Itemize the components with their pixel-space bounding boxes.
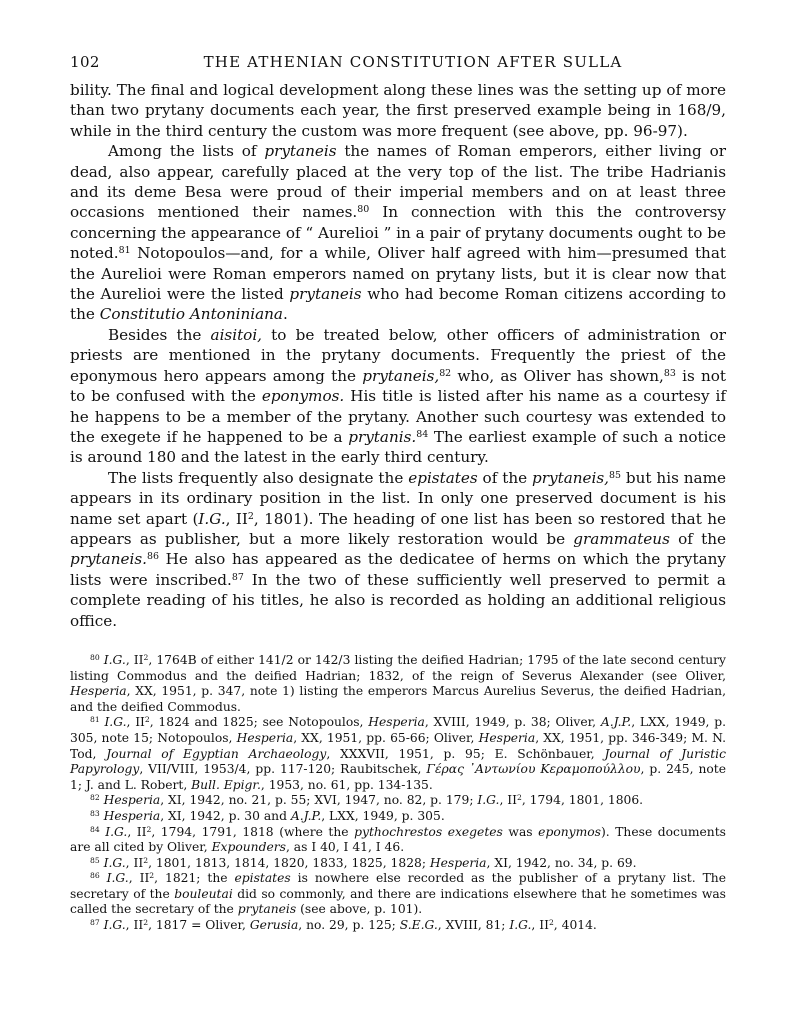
text-run: , LXX, 1949, p. 305.	[321, 808, 445, 823]
footnote	[70, 793, 726, 809]
running-header	[70, 50, 726, 74]
text-run: , p. 245, note 1; J. and L. Robert,	[70, 762, 726, 792]
text-run: of the	[669, 529, 726, 548]
superscript: 2	[146, 824, 152, 834]
running-title: THE ATHENIAN CONSTITUTION AFTER SULLA	[203, 53, 623, 71]
text-run: Notopoulos—and, for a while, Oliver half agreed with him—presumed that the Aurelioi were Roman emperors named on prytany lists, but it is clear now that the Aurelioi were the listed	[70, 244, 726, 304]
italic-text: prytanis.	[348, 427, 417, 446]
text-run: , II	[225, 509, 248, 528]
text-run: In connection with this the controversy concerning the appearance of “ Aurelioi ” in a pair of prytany documents ought to be noted.	[70, 203, 726, 263]
footnote	[70, 715, 726, 793]
text-run: to be treated below, other officers of administration or priests are mentioned in the prytany documents. Frequently the priest of the eponymous hero appears among the	[70, 325, 726, 385]
italic-text: prytaneis	[264, 142, 337, 161]
page-number: 102	[70, 53, 100, 71]
superscript: 87	[90, 917, 100, 927]
text-run: , 1817 = Oliver,	[148, 918, 250, 933]
text-run: , II	[531, 918, 549, 933]
italic-text: prytaneis.	[70, 550, 147, 569]
text-run: His title is listed after his name as a courtesy if he happens to be a member of the prytany. Another such courtesy was extended to the exegete if he happened to be a	[70, 387, 727, 446]
text-run	[100, 871, 107, 885]
italic-text: Hesperia	[103, 793, 161, 808]
italic-text: I.G.	[198, 509, 226, 528]
superscript: 81	[90, 715, 100, 725]
superscript: 83	[90, 808, 100, 818]
italic-text: Hesperia	[429, 855, 487, 870]
superscript: 2	[247, 510, 254, 522]
text-run: the names of Roman emperors, either living or dead, also appear, carefully placed at the very top of the list. The tribe Hadrianis and its deme Besa were proud of their imperial members and on at least three occasions mentioned their names.	[70, 142, 726, 222]
text-run: did so commonly, and there are indications elsewhere that he sometimes was called the secretary of the	[70, 886, 726, 917]
italic-text: Hesperia	[103, 808, 161, 823]
paragraph	[70, 141, 726, 325]
text-run: , XI, 1942, p. 30 and	[160, 808, 291, 823]
footnote	[70, 856, 726, 872]
text-run: , XI, 1942, no. 34, p. 69.	[486, 855, 637, 870]
superscript: 2	[143, 652, 149, 662]
superscript: 83	[663, 367, 676, 379]
text-run: of the	[477, 468, 533, 487]
superscript: 2	[548, 917, 554, 927]
text-run: , XVIII, 81;	[437, 918, 510, 933]
italic-text: eponymos.	[261, 387, 345, 406]
superscript: 85	[609, 469, 621, 481]
superscript: 82	[439, 367, 452, 379]
superscript: 2	[517, 793, 522, 803]
text-run: .	[282, 305, 288, 324]
text-run: , II	[499, 793, 517, 808]
italic-text: pythochrestos exegetes	[354, 824, 503, 839]
text-run: , XI, 1942, no. 21, p. 55; XVI, 1947, no. 82, p. 179;	[160, 793, 478, 808]
text-run: He also has appeared as the dedicatee of herms on which the prytany lists were inscribed.	[70, 550, 726, 589]
italic-text: Hesperia	[70, 684, 127, 699]
text-run: , XX, 1951, pp. 346-349; M. N. Tod,	[70, 730, 726, 761]
superscript: 84	[90, 824, 100, 834]
text-run: (see above, p. 101).	[296, 902, 423, 917]
text-run: ). These documents are all cited by Oliver,	[70, 824, 726, 855]
italic-text: epistates	[408, 468, 478, 487]
superscript: 2	[143, 917, 149, 927]
italic-text: Journal of Egyptian Archaeology	[106, 746, 327, 761]
italic-text: Γέρας ᾿Αντωνίου Κεραμοπούλλου	[426, 762, 641, 777]
text-run: was	[502, 824, 539, 839]
italic-text: grammateus	[573, 529, 670, 548]
superscript: 81	[118, 245, 131, 257]
text-run: , 4014.	[553, 918, 597, 933]
text-run: , 1821; the	[154, 871, 235, 886]
italic-text: Hesperia	[368, 715, 425, 730]
text-run: Among the lists of	[108, 142, 265, 161]
footnote	[70, 653, 726, 715]
italic-text: S.E.G.	[399, 918, 438, 933]
superscript: 2	[143, 855, 149, 865]
italic-text: A.J.P.	[290, 808, 322, 823]
footnotes	[70, 653, 726, 934]
text-run: , II	[128, 871, 150, 886]
italic-text: I.G.	[104, 715, 127, 730]
italic-text: I.G.	[509, 918, 532, 933]
italic-text: A.J.P.	[600, 715, 632, 730]
text-run: , LXX, 1949, p. 305, note 15; Notopoulos,	[70, 715, 726, 745]
text-run: , II	[126, 715, 145, 730]
text-run: The lists frequently also designate the	[108, 468, 409, 487]
text-run: , no. 29, p. 125;	[298, 918, 400, 933]
italic-text: I.G.	[106, 871, 129, 886]
text-run: , 1801, 1813, 1814, 1820, 1833, 1825, 1828;	[148, 855, 430, 870]
text-run: , 1953, no. 61, pp. 134-135.	[260, 777, 433, 792]
italic-text: Gerusia	[249, 918, 299, 933]
superscript: 80	[357, 204, 370, 216]
italic-text: prytaneis,	[532, 468, 609, 487]
text-run: , 1794, 1791, 1818 (where the	[151, 824, 355, 839]
italic-text: Constitutio Antoniniana	[99, 305, 283, 324]
superscript: 85	[90, 855, 100, 865]
superscript: 86	[90, 871, 100, 881]
text-run: Besides the	[108, 325, 211, 344]
italic-text: Hesperia	[478, 730, 536, 745]
superscript: 80	[90, 652, 100, 662]
text-run: bility. The final and logical development along these lines was the setting up of more than two prytany documents each year, the first preserved example being in 168/9, while in the third century the custom was more frequent (see above, pp. 96-97).	[70, 81, 726, 140]
italic-text: I.G.	[477, 793, 500, 808]
italic-text: bouleutai	[174, 886, 233, 901]
italic-text: epistates	[234, 871, 291, 886]
italic-text: aisitoi,	[210, 325, 263, 344]
main-text	[70, 80, 726, 631]
italic-text: Expounders	[211, 840, 286, 855]
text-run: , XVIII, 1949, p. 38; Oliver,	[424, 715, 601, 730]
text-run: , II	[127, 824, 147, 839]
text-run: , II	[125, 855, 144, 870]
italic-text: Hesperia	[236, 730, 294, 745]
footnote	[70, 871, 726, 918]
superscript: 84	[416, 428, 429, 440]
paragraph	[70, 468, 726, 631]
superscript: 86	[146, 551, 159, 563]
text-run: is not to be confused with the	[70, 366, 726, 406]
italic-text: prytaneis	[237, 902, 297, 917]
paragraph	[70, 325, 726, 468]
superscript: 2	[149, 871, 155, 881]
italic-text: eponymos	[538, 824, 601, 839]
text-run: , XX, 1951, p. 347, note 1) listing the emperors Marcus Aurelius Severus, the deified Hadrian, and the deified Commodus.	[70, 684, 726, 714]
paragraph	[70, 80, 726, 141]
text-run: , II	[125, 918, 144, 933]
italic-text: Bull. Epigr.	[191, 777, 261, 792]
italic-text: I.G.	[103, 918, 126, 933]
italic-text: I.G.	[103, 855, 126, 870]
italic-text: I.G.	[103, 652, 126, 667]
superscript: 2	[144, 715, 150, 725]
text-run: , as I 40, I 41, I 46.	[285, 840, 405, 855]
superscript: 87	[231, 571, 244, 583]
superscript: 82	[90, 793, 100, 803]
page	[70, 50, 726, 934]
text-run: , 1764B of either 141/2 or 142/3 listing the deified Hadrian; 1795 of the late second century listing Commodus and the deified Hadrian; 1832, of the reign of Severus Alexander (see Oliver,	[70, 652, 726, 683]
text-run: The earliest example of such a notice is around 180 and the latest in the early third century.	[70, 427, 727, 467]
text-run: is nowhere else recorded as the publisher of a prytany list. The secretary of the	[70, 871, 726, 901]
text-run: , XXXVII, 1951, p. 95; E. Schönbauer,	[326, 746, 605, 761]
text-run: but his name appears in its ordinary position in the list. In only one preserved document is his name set apart (	[70, 468, 727, 528]
footnote	[70, 918, 726, 934]
italic-text: prytaneis	[289, 285, 362, 304]
text-run: , VII/VIII, 1953/4, pp. 117-120; Raubitschek,	[139, 762, 427, 777]
text-run: , 1801). The heading of one list has been so restored that he appears as publisher, but a more likely restoration would be	[70, 509, 726, 548]
text-run: who had become Roman citizens according to the	[70, 285, 727, 324]
text-run: In the two of these sufficiently well preserved to permit a complete reading of his titles, he also is recorded as holding an additional religious office.	[70, 570, 726, 630]
text-run: , II	[125, 652, 144, 667]
footnote	[70, 809, 726, 825]
text-run: , XX, 1951, pp. 65-66; Oliver,	[293, 730, 479, 745]
italic-text: I.G.	[105, 824, 128, 839]
footnote	[70, 825, 726, 856]
text-run: , 1824 and 1825; see Notopoulos,	[149, 715, 369, 730]
text-run: who, as Oliver has shown,	[451, 366, 664, 385]
italic-text: Journal of Juristic Papyrology	[70, 746, 726, 777]
text-run: , 1794, 1801, 1806.	[521, 793, 644, 808]
italic-text: prytaneis,	[362, 366, 440, 385]
